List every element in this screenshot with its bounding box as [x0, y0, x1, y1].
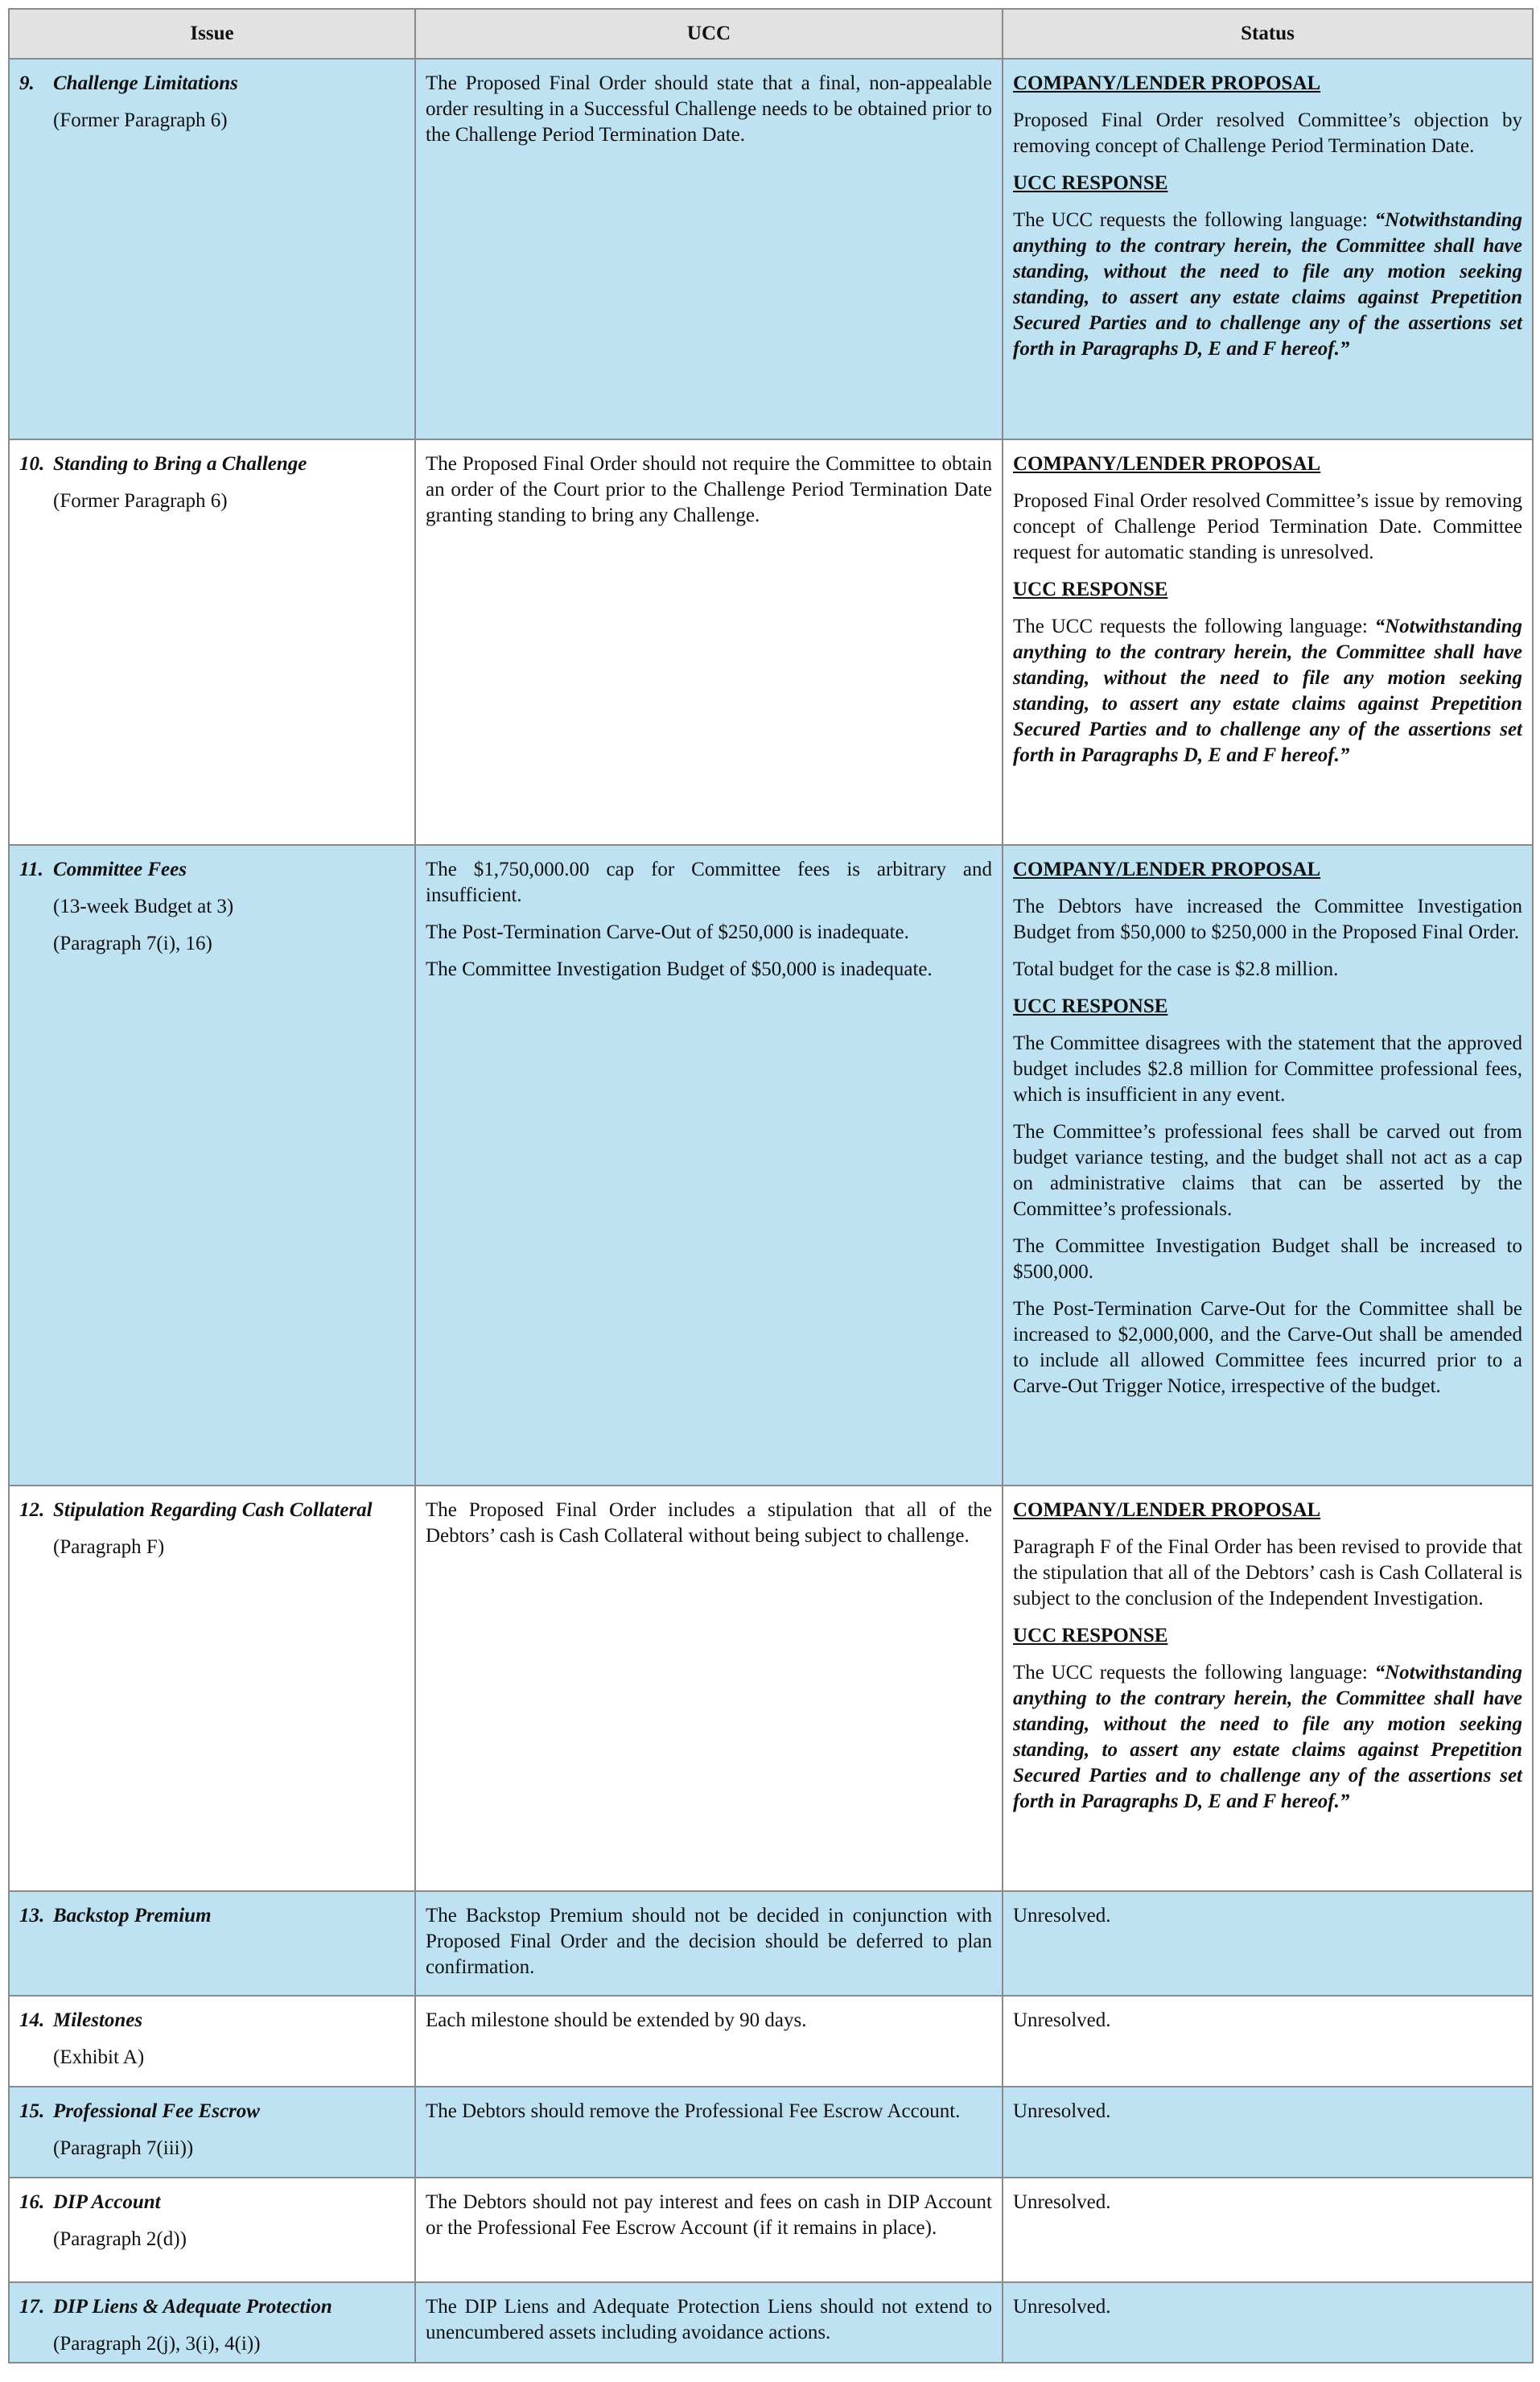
issue-title: 14. Milestones [19, 2009, 143, 2031]
company-proposal-heading: COMPANY/LENDER PROPOSAL [1013, 72, 1321, 94]
issue-title: 11. Committee Fees [19, 859, 187, 880]
issue-cell [9, 2178, 415, 2282]
status-text: Unresolved. [1013, 2009, 1111, 2031]
response-quote: “Notwithstanding anything to the contrary herein, the Committee shall have standing, without the need to file any motion seeking standing, to assert any estate claims against Prepetition Secured Parties and to challenge any of the assertions set forth in Paragraphs D, E and F hereof.” [1013, 616, 1522, 766]
issue-cell [9, 1996, 415, 2087]
issue-reference: (Paragraph 7(iii)) [53, 2137, 194, 2159]
ucc-response-heading: UCC RESPONSE [1013, 995, 1168, 1017]
ucc-text: The Debtors should remove the Professional Fee Escrow Account. [426, 2100, 961, 2122]
table-header-row [9, 9, 1533, 59]
status-cell [1003, 2178, 1533, 2282]
ucc-cell [415, 439, 1003, 845]
response-quote: “Notwithstanding anything to the contrary herein, the Committee shall have standing, without the need to file any motion seeking standing, to assert any estate claims against Prepetition Secured Parties and to challenge any of the assertions set forth in Paragraphs D, E and F hereof.” [1013, 1662, 1522, 1812]
status-cell [1003, 2282, 1533, 2363]
proposal-text: The Debtors have increased the Committee Investigation Budget from $50,000 to $250,000 in the Proposed Final Order. [1013, 896, 1522, 943]
status-text: Unresolved. [1013, 1905, 1111, 1927]
table-row [9, 845, 1533, 1486]
response-text: The UCC requests the following language: “Notwithstanding anything to the contrary herein, the Committee shall have standing, without the need to file any motion seeking standing, to assert any estate claims against Prepetition Secured Parties and to challenge any of the assertions set forth in Paragraphs D, E and F hereof.” [1013, 209, 1522, 360]
status-cell [1003, 845, 1533, 1486]
issue-reference: (Paragraph 2(d)) [53, 2228, 187, 2250]
status-text: Unresolved. [1013, 2191, 1111, 2213]
ucc-text: The Proposed Final Order should not require the Committee to obtain an order of the Court prior to the Challenge Period Termination Date granting standing to bring any Challenge. [426, 453, 992, 526]
ucc-text: The Proposed Final Order should state that a final, non-appealable order resulting in a Successful Challenge needs to be obtained prior to the Challenge Period Termination Date. [426, 72, 992, 146]
ucc-text: The Proposed Final Order includes a stipulation that all of the Debtors’ cash is Cash Collateral without being subject to challenge. [426, 1499, 992, 1547]
ucc-response-heading: UCC RESPONSE [1013, 1625, 1168, 1646]
company-proposal-heading: COMPANY/LENDER PROPOSAL [1013, 1499, 1321, 1521]
issue-cell [9, 439, 415, 845]
proposal-text: Proposed Final Order resolved Committee’s issue by removing concept of Challenge Period Termination Date. Committee request for automatic standing is unresolved. [1013, 490, 1522, 563]
proposal-text: Total budget for the case is $2.8 million. [1013, 958, 1339, 980]
ucc-cell [415, 2087, 1003, 2178]
response-text: The Committee’s professional fees shall be carved out from budget variance testing, and the budget shall not act as a cap on administrative claims that can be asserted by the Committee’s professionals. [1013, 1121, 1522, 1220]
response-text: The UCC requests the following language: “Notwithstanding anything to the contrary herein, the Committee shall have standing, without the need to file any motion seeking standing, to assert any estate claims against Prepetition Secured Parties and to challenge any of the assertions set forth in Paragraphs D, E and F hereof.” [1013, 616, 1522, 766]
issue-title: 15. Professional Fee Escrow [19, 2100, 260, 2122]
status-cell [1003, 1486, 1533, 1891]
table-row [9, 2087, 1533, 2178]
ucc-text: The Backstop Premium should not be decided in conjunction with Proposed Final Order and the decision should be deferred to plan confirmation. [426, 1905, 992, 1978]
table-row [9, 1996, 1533, 2087]
document-page [8, 8, 1532, 2363]
response-text: The Committee Investigation Budget shall be increased to $500,000. [1013, 1235, 1522, 1283]
proposal-text: Proposed Final Order resolved Committee’s objection by removing concept of Challenge Period Termination Date. [1013, 109, 1522, 157]
proposal-text: Paragraph F of the Final Order has been revised to provide that the stipulation that all of the Debtors’ cash is Cash Collateral is subject to the conclusion of the Independent Investigation. [1013, 1536, 1522, 1609]
issue-reference: (Paragraph 2(j), 3(i), 4(i)) [53, 2333, 261, 2355]
status-cell [1003, 59, 1533, 439]
issue-reference: (Exhibit A) [53, 2046, 145, 2068]
table-row [9, 2282, 1533, 2363]
table-row [9, 2178, 1533, 2282]
ucc-text: Each milestone should be extended by 90 days. [426, 2009, 807, 2031]
issue-title: 13. Backstop Premium [19, 1905, 212, 1927]
issue-reference: (Paragraph 7(i), 16) [53, 933, 212, 954]
response-text: The Committee disagrees with the statement that the approved budget includes $2.8 million for Committee professional fees, which is insufficient in any event. [1013, 1032, 1522, 1106]
ucc-text: The Debtors should not pay interest and fees on cash in DIP Account or the Professional Fee Escrow Account (if it remains in place). [426, 2191, 992, 2239]
issue-cell [9, 845, 415, 1486]
issue-title: 9. Challenge Limitations [19, 72, 238, 94]
response-text: The UCC requests the following language: “Notwithstanding anything to the contrary herein, the Committee shall have standing, without the need to file any motion seeking standing, to assert any estate claims against Prepetition Secured Parties and to challenge any of the assertions set forth in Paragraphs D, E and F hereof.” [1013, 1662, 1522, 1812]
status-cell [1003, 1891, 1533, 1996]
issues-table [8, 8, 1534, 2363]
issue-title: 10. Standing to Bring a Challenge [19, 453, 307, 475]
issue-reference: (Paragraph F) [53, 1536, 165, 1558]
table-row [9, 59, 1533, 439]
ucc-cell [415, 1996, 1003, 2087]
ucc-cell [415, 845, 1003, 1486]
header-issue: Issue [9, 9, 415, 59]
status-cell [1003, 439, 1533, 845]
ucc-cell [415, 2282, 1003, 2363]
ucc-response-heading: UCC RESPONSE [1013, 172, 1168, 194]
issue-cell [9, 59, 415, 439]
table-row [9, 1486, 1533, 1891]
ucc-cell [415, 59, 1003, 439]
issue-title: 12. Stipulation Regarding Cash Collateral [19, 1499, 373, 1521]
issue-cell [9, 2087, 415, 2178]
table-row [9, 1891, 1533, 1996]
status-text: Unresolved. [1013, 2296, 1111, 2318]
ucc-response-heading: UCC RESPONSE [1013, 579, 1168, 600]
company-proposal-heading: COMPANY/LENDER PROPOSAL [1013, 859, 1321, 880]
ucc-cell [415, 1891, 1003, 1996]
response-text: The Post-Termination Carve-Out for the Committee shall be increased to $2,000,000, and the Carve-Out shall be amended to include all allowed Committee fees incurred prior to a Carve-Out Trigger Notice, irrespective of the budget. [1013, 1298, 1522, 1397]
ucc-text: The Committee Investigation Budget of $50,000 is inadequate. [426, 958, 933, 980]
ucc-text: The Post-Termination Carve-Out of $250,000 is inadequate. [426, 921, 909, 943]
status-text: Unresolved. [1013, 2100, 1111, 2122]
status-cell [1003, 2087, 1533, 2178]
issue-title: 17. DIP Liens & Adequate Protection [19, 2296, 332, 2318]
issue-reference: (13-week Budget at 3) [53, 896, 234, 917]
issue-cell [9, 2282, 415, 2363]
issue-title: 16. DIP Account [19, 2191, 161, 2213]
issue-reference: (Former Paragraph 6) [53, 490, 228, 512]
status-cell [1003, 1996, 1533, 2087]
table-row [9, 439, 1533, 845]
ucc-cell [415, 2178, 1003, 2282]
header-status: Status [1003, 9, 1533, 59]
company-proposal-heading: COMPANY/LENDER PROPOSAL [1013, 453, 1321, 475]
ucc-text: The DIP Liens and Adequate Protection Liens should not extend to unencumbered assets including avoidance actions. [426, 2296, 992, 2343]
issue-cell [9, 1486, 415, 1891]
issue-cell [9, 1891, 415, 1996]
response-quote: “Notwithstanding anything to the contrary herein, the Committee shall have standing, without the need to file any motion seeking standing, to assert any estate claims against Prepetition Secured Parties and to challenge any of the assertions set forth in Paragraphs D, E and F hereof.” [1013, 209, 1522, 360]
ucc-cell [415, 1486, 1003, 1891]
issue-reference: (Former Paragraph 6) [53, 109, 228, 131]
ucc-text: The $1,750,000.00 cap for Committee fees is arbitrary and insufficient. [426, 859, 992, 906]
header-ucc: UCC [415, 9, 1003, 59]
